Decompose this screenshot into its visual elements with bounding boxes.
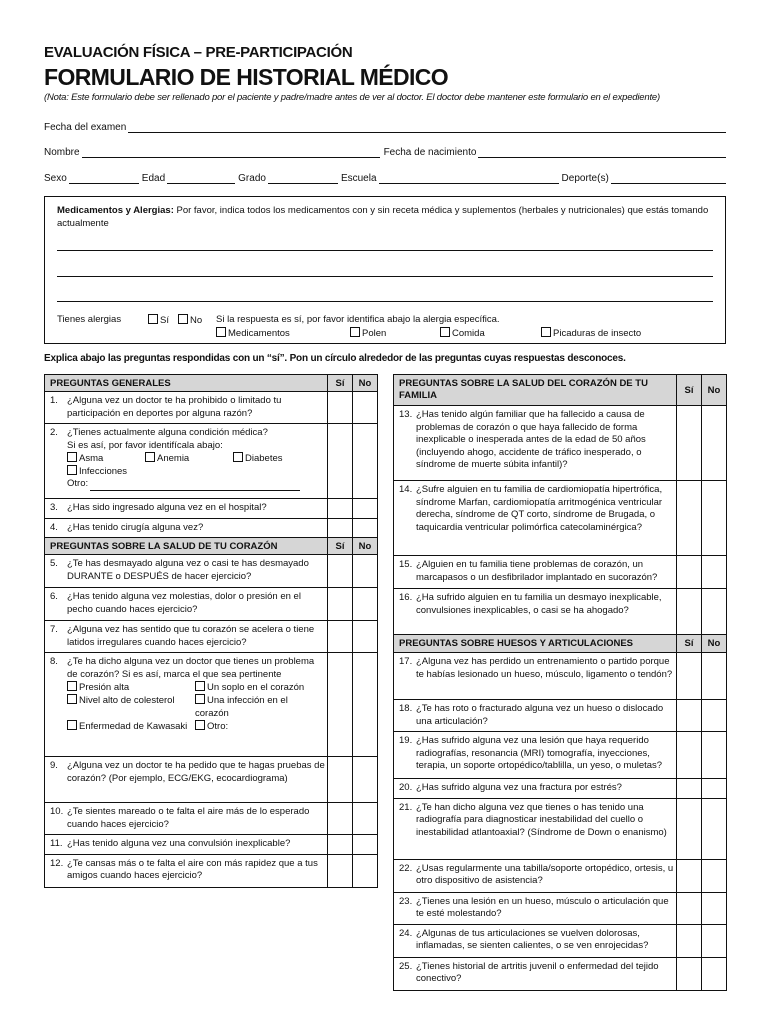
question-text: ¿Has tenido algún familiar que ha fallecido a causa de problemas de corazón o que haya fallecido de forma inexplicable o inesperada antes de la edad de 50 años (incluyendo ahogo, accidente de tráfico inesperado, o síndrome de muerte súbita infantil)?: [416, 409, 646, 470]
question-text: ¿Te cansas más o te falta el aire con más rapidez que a tus amigos cuando haces ejercicio?: [67, 857, 318, 881]
no-answer-cell[interactable]: [353, 555, 378, 588]
question-row: 24. ¿Algunas de tus articulaciones se vuelven dolorosas, inflamadas, se sienten calientes, o se ven enrojecidas?: [394, 924, 727, 957]
school-field[interactable]: [379, 174, 559, 184]
question-hint: Si es así, por favor identifícala abajo:: [67, 439, 223, 451]
checkbox[interactable]: [67, 465, 77, 475]
name-row: [44, 144, 726, 158]
question-text: ¿Tienes una lesión en un hueso, músculo o articulación que te esté molestando?: [416, 895, 669, 919]
question-row: 19. ¿Has sufrido alguna vez una lesión que haya requerido radiografías, resonancia (MRI) tomografía, inyecciones, terapia, un soporte ortopédico/tablilla, un yeso, o muletas?: [394, 732, 727, 779]
yes-answer-cell[interactable]: [677, 924, 702, 957]
option-text: Infecciones: [79, 466, 128, 477]
no-answer-cell[interactable]: [353, 835, 378, 855]
left-questions-table: [44, 374, 378, 888]
question-row: 4. ¿Has tenido cirugía alguna vez?: [45, 518, 378, 538]
question-text: ¿Has sufrido alguna vez una lesión que haya requerido radiografías, resonancia (MRI) tomografía, inyecciones, terapia, un soporte ortopédico/tablilla, un yeso, o muletas?: [416, 735, 663, 771]
yes-answer-cell[interactable]: [677, 859, 702, 892]
question-row: 22. ¿Usas regularmente una tabilla/soporte ortopédico, ortesis, u otro dispositivo de asistencia?: [394, 859, 727, 892]
question-text: ¿Tienes actualmente alguna condición médica?: [67, 427, 268, 438]
option-text: Una infección en el corazón: [195, 695, 288, 719]
question-text: ¿Sufre alguien en tu familia de cardiomiopatía hipertrófica, síndrome Marfan, cardiomiopatía arritmogénica ventricular derecha, síndrome de QT corto, síndrome de Brugada, o taquicardia ventricular polimórfica catecolaminérgica?: [416, 484, 663, 533]
no-answer-cell[interactable]: [702, 798, 727, 859]
section-header-general: PREGUNTAS GENERALES: [45, 375, 328, 392]
no-answer-cell[interactable]: [353, 621, 378, 653]
allergy-option-medications[interactable]: [216, 327, 290, 339]
question-text: ¿Algunas de tus articulaciones se vuelven dolorosas, inflamadas, se sienten calientes, o se ven enrojecidas?: [416, 927, 649, 951]
yes-answer-cell[interactable]: [677, 798, 702, 859]
question-row: 13. ¿Has tenido algún familiar que ha fallecido a causa de problemas de corazón o que haya fallecido de forma inexplicable o inesperada antes de la edad de 50 años (incluyendo ahogo, accidente de tráfico inesperado, o síndrome de muerte súbita infantil)?: [394, 406, 727, 481]
checkbox[interactable]: [67, 720, 77, 730]
question-text: ¿Alguna vez un doctor te ha pedido que te hagas pruebas de corazón? (Por ejemplo, ECG/EKG, ecocardiograma): [67, 760, 325, 784]
question-row: 10. ¿Te sientes mareado o te falta el aire más de lo esperado cuando haces ejercicio?: [45, 803, 378, 835]
no-column-header: No: [702, 635, 727, 653]
allergies-no-text: No: [190, 315, 203, 326]
question-row: 5. ¿Te has desmayado alguna vez o casi te has desmayado DURANTE o DESPUÉS de hacer ejercicio?: [45, 555, 378, 588]
checkbox[interactable]: [67, 452, 77, 462]
option-text: Picaduras de insecto: [553, 328, 642, 339]
no-answer-cell[interactable]: [353, 518, 378, 538]
question-row: 21. ¿Te han dicho alguna vez que tienes o has tenido una radiografía para diagnosticar inestabilidad del cuello o inestabilidad atlantoaxial? (Síndrome de Down o enanismo): [394, 798, 727, 859]
question-text: ¿Has sido ingresado alguna vez en el hospital?: [67, 502, 267, 513]
option-text: Un soplo en el corazón: [207, 682, 305, 693]
yes-answer-cell[interactable]: [677, 779, 702, 799]
option-text: Anemia: [157, 453, 190, 464]
question-text: ¿Has sufrido alguna vez una fractura por estrés?: [416, 782, 622, 793]
no-answer-cell[interactable]: [353, 653, 378, 757]
question-text: ¿Alguna vez un doctor te ha prohibido o limitado tu participación en deportes por alguna razón?: [67, 395, 282, 419]
right-questions-table: [393, 374, 727, 991]
question-row: 18. ¿Te has roto o fracturado alguna vez un hueso o dislocado una articulación?: [394, 700, 727, 732]
yes-answer-cell[interactable]: [328, 803, 353, 835]
sports-field[interactable]: [611, 174, 726, 184]
no-answer-cell[interactable]: [702, 957, 727, 990]
medications-line[interactable]: [57, 301, 713, 302]
checkbox[interactable]: [233, 452, 243, 462]
exam-date-row: [44, 119, 726, 133]
sex-field[interactable]: [69, 174, 139, 184]
question-row: 17. ¿Alguna vez has perdido un entrenamiento o partido porque te habías lesionado un hueso, músculo, ligamento o tendón?: [394, 653, 727, 700]
yes-answer-cell[interactable]: [328, 653, 353, 757]
heart-condition-options: [67, 681, 325, 733]
birth-date-field[interactable]: [478, 148, 726, 158]
details-row: [44, 170, 726, 184]
option-text: Comida: [452, 328, 485, 339]
yes-answer-cell[interactable]: [328, 555, 353, 588]
allergy-option-pollen[interactable]: [350, 327, 386, 339]
no-answer-cell[interactable]: [702, 556, 727, 589]
yes-column-header: Sí: [328, 375, 353, 392]
no-answer-cell[interactable]: [702, 779, 727, 799]
form-subtitle: EVALUACIÓN FÍSICA – PRE-PARTICIPACIÓN: [44, 44, 353, 61]
question-row: 25. ¿Tienes historial de artritis juvenil o enfermedad del tejido conectivo?: [394, 957, 727, 990]
condition-option[interactable]: [67, 452, 145, 465]
checkbox[interactable]: [67, 694, 77, 704]
question-row: 11. ¿Has tenido alguna vez una convulsión inexplicable?: [45, 835, 378, 855]
sports-label: Deporte(s): [561, 173, 609, 184]
question-text: ¿Tienes historial de artritis juvenil o enfermedad del tejido conectivo?: [416, 960, 659, 984]
no-column-header: No: [353, 375, 378, 392]
option-text: Polen: [362, 328, 387, 339]
no-answer-cell[interactable]: [702, 859, 727, 892]
no-answer-cell[interactable]: [353, 757, 378, 803]
yes-answer-cell[interactable]: [328, 621, 353, 653]
school-label: Escuela: [340, 173, 377, 184]
question-text: ¿Alguna vez has perdido un entrenamiento o partido porque te habías lesionado un hueso, músculo, ligamento o tendón?: [416, 656, 673, 680]
yes-column-header: Sí: [328, 538, 353, 555]
allergies-yes-checkbox[interactable]: [148, 314, 158, 324]
option-text: Nivel alto de colesterol: [79, 695, 175, 706]
no-answer-cell[interactable]: [702, 653, 727, 700]
yes-answer-cell[interactable]: [677, 589, 702, 635]
instructions: Explica abajo las preguntas respondidas con un “sí”. Pon un círculo alrededor de las preguntas cuyas respuestas desconoces.: [44, 353, 626, 364]
heart-option[interactable]: [67, 720, 195, 733]
question-text: ¿Alguien en tu familia tiene problemas de corazón, un marcapasos o un desfibrilador implantado en sucorazón?: [416, 559, 658, 583]
no-answer-cell[interactable]: [702, 700, 727, 732]
age-label: Edad: [141, 173, 166, 184]
no-answer-cell[interactable]: [702, 406, 727, 481]
no-answer-cell[interactable]: [702, 732, 727, 779]
checkbox[interactable]: [195, 694, 205, 704]
medications-label: Medicamentos y Alergias:: [57, 205, 174, 216]
allergies-yes-text: Sí: [160, 315, 169, 326]
form-title: FORMULARIO DE HISTORIAL MÉDICO: [44, 64, 449, 90]
condition-option[interactable]: [145, 452, 233, 465]
question-row: 7. ¿Alguna vez has sentido que tu corazón se acelera o tiene latidos irregulares cuando haces ejercicio?: [45, 621, 378, 653]
conditions-options: [67, 452, 325, 478]
allergy-option-insect-stings[interactable]: [541, 327, 641, 339]
medications-line[interactable]: [57, 276, 713, 277]
other-field[interactable]: [90, 480, 300, 491]
yes-answer-cell[interactable]: [677, 700, 702, 732]
medications-text: [57, 204, 717, 230]
allergies-instruction: Si la respuesta es sí, por favor identifica abajo la alergia específica.: [216, 314, 500, 325]
form-note: (Nota: Este formulario debe ser rellenado por el paciente y padre/madre antes de ver al doctor. El doctor debe mantener este formulario en el expediente): [44, 92, 660, 103]
yes-answer-cell[interactable]: [328, 499, 353, 519]
yes-answer-cell[interactable]: [677, 732, 702, 779]
other-label: Otro:: [67, 478, 89, 489]
yes-answer-cell[interactable]: [328, 392, 353, 424]
grade-field[interactable]: [268, 174, 338, 184]
question-text: ¿Te ha dicho alguna vez un doctor que tienes un problema de corazón? Si es así, marca el que sea pertinente: [67, 656, 315, 680]
no-answer-cell[interactable]: [353, 854, 378, 887]
question-text: ¿Has tenido alguna vez una convulsión inexplicable?: [67, 838, 291, 849]
no-answer-cell[interactable]: [702, 924, 727, 957]
option-text: Medicamentos: [228, 328, 290, 339]
yes-answer-cell[interactable]: [677, 481, 702, 556]
option-text: Presión alta: [79, 682, 130, 693]
sex-label: Sexo: [44, 173, 67, 184]
yes-answer-cell[interactable]: [328, 518, 353, 538]
condition-option[interactable]: [67, 465, 145, 478]
section-header-bones: PREGUNTAS SOBRE HUESOS Y ARTICULACIONES: [394, 635, 677, 653]
no-answer-cell[interactable]: [353, 803, 378, 835]
checkbox[interactable]: [440, 327, 450, 337]
question-text: ¿Te has roto o fracturado alguna vez un hueso o dislocado una articulación?: [416, 703, 664, 727]
yes-answer-cell[interactable]: [328, 424, 353, 499]
checkbox[interactable]: [195, 681, 205, 691]
question-text: ¿Has tenido alguna vez molestias, dolor o presión en el pecho cuando haces ejercicio?: [67, 591, 301, 615]
allergy-option-food[interactable]: [440, 327, 485, 339]
question-row: 3. ¿Has sido ingresado alguna vez en el hospital?: [45, 499, 378, 519]
medications-line[interactable]: [57, 250, 713, 251]
question-text: ¿Has tenido cirugía alguna vez?: [67, 521, 204, 533]
question-row: 20. ¿Has sufrido alguna vez una fractura por estrés?: [394, 779, 727, 799]
heart-option[interactable]: [67, 694, 195, 720]
yes-column-header: Sí: [677, 635, 702, 653]
yes-column-header: Sí: [677, 375, 702, 406]
question-row: 8. ¿Te ha dicho alguna vez un doctor que tienes un problema de corazón? Si es así, marca el que sea pertinente Presión alta Un soplo en el corazón Nivel alto de colesterol Una infección en el corazón Enfermedad de Kawasaki Otro:: [45, 653, 378, 757]
checkbox[interactable]: [541, 327, 551, 337]
no-answer-cell[interactable]: [353, 499, 378, 519]
condition-option[interactable]: [233, 452, 313, 465]
checkbox[interactable]: [145, 452, 155, 462]
question-row: 9. ¿Alguna vez un doctor te ha pedido que te hagas pruebas de corazón? (Por ejemplo, ECG/EKG, ecocardiograma): [45, 757, 378, 803]
question-text: ¿Te han dicho alguna vez que tienes o has tenido una radiografía para diagnosticar inestabilidad del cuello o inestabilidad atlantoaxial? (Síndrome de Down o enanismo): [416, 801, 667, 838]
question-row: 16. ¿Ha sufrido alguien en tu familia un desmayo inexplicable, convulsiones inexplicables, o casi se ha ahogado?: [394, 589, 727, 635]
question-row: 12. ¿Te cansas más o te falta el aire con más rapidez que a tus amigos cuando haces ejercicio?: [45, 854, 378, 887]
option-text: Diabetes: [245, 453, 283, 464]
question-text: ¿Te has desmayado alguna vez o casi te has desmayado DURANTE o DESPUÉS de hacer ejercicio?: [67, 558, 309, 582]
section-header-heart: PREGUNTAS SOBRE LA SALUD DE TU CORAZÓN: [45, 538, 328, 555]
checkbox[interactable]: [195, 720, 205, 730]
no-answer-cell[interactable]: [353, 392, 378, 424]
no-answer-cell[interactable]: [702, 481, 727, 556]
question-text: ¿Te sientes mareado o te falta el aire más de lo esperado cuando haces ejercicio?: [67, 806, 310, 830]
allergies-yes-option[interactable]: [148, 314, 169, 326]
option-text: Otro:: [207, 721, 229, 732]
exam-date-label: Fecha del examen: [44, 122, 127, 133]
question-row: 1. ¿Alguna vez un doctor te ha prohibido o limitado tu participación en deportes por alguna razón?: [45, 392, 378, 424]
yes-answer-cell[interactable]: [677, 892, 702, 924]
question-row: 14. ¿Sufre alguien en tu familia de cardiomiopatía hipertrófica, síndrome Marfan, cardiomiopatía arritmogénica ventricular derecha, síndrome de QT corto, síndrome de Brugada, o taquicardia ventricular polimórfica catecolaminérgica?: [394, 481, 727, 556]
checkbox[interactable]: [350, 327, 360, 337]
yes-answer-cell[interactable]: [328, 588, 353, 621]
name-label: Nombre: [44, 147, 80, 158]
exam-date-field[interactable]: [128, 123, 726, 133]
option-text: Asma: [79, 453, 104, 464]
yes-answer-cell[interactable]: [677, 653, 702, 700]
name-field[interactable]: [82, 148, 380, 158]
yes-answer-cell[interactable]: [677, 406, 702, 481]
grade-label: Grado: [238, 173, 266, 184]
heart-option[interactable]: [195, 681, 313, 694]
question-row: 2. ¿Tienes actualmente alguna condición médica? Si es así, por favor identifícala abajo: Asma Anemia Diabetes Infecciones Otro:: [45, 424, 378, 499]
heart-option[interactable]: [195, 694, 313, 720]
section-header-family: PREGUNTAS SOBRE LA SALUD DEL CORAZÓN DE TU FAMILIA: [394, 375, 677, 406]
age-field[interactable]: [167, 174, 235, 184]
yes-answer-cell[interactable]: [328, 854, 353, 887]
yes-answer-cell[interactable]: [677, 556, 702, 589]
question-row: 6. ¿Has tenido alguna vez molestias, dolor o presión en el pecho cuando haces ejercicio?: [45, 588, 378, 621]
birth-date-label: Fecha de nacimiento: [383, 147, 477, 158]
heart-option[interactable]: [67, 681, 195, 694]
allergies-no-option[interactable]: [178, 314, 202, 326]
heart-option[interactable]: [195, 720, 313, 733]
no-column-header: No: [702, 375, 727, 406]
allergies-label: Tienes alergias: [57, 314, 122, 325]
no-answer-cell[interactable]: [702, 589, 727, 635]
option-text: Enfermedad de Kawasaki: [79, 721, 188, 732]
checkbox[interactable]: [67, 681, 77, 691]
allergies-no-checkbox[interactable]: [178, 314, 188, 324]
yes-answer-cell[interactable]: [328, 757, 353, 803]
no-column-header: No: [353, 538, 378, 555]
no-answer-cell[interactable]: [702, 892, 727, 924]
checkbox[interactable]: [216, 327, 226, 337]
question-text: ¿Alguna vez has sentido que tu corazón se acelera o tiene latidos irregulares cuando haces ejercicio?: [67, 624, 315, 648]
question-text: ¿Ha sufrido alguien en tu familia un desmayo inexplicable, convulsiones inexplicables, o casi se ha ahogado?: [416, 592, 662, 616]
yes-answer-cell[interactable]: [677, 957, 702, 990]
no-answer-cell[interactable]: [353, 424, 378, 499]
medications-instructions: Por favor, indica todos los medicamentos con y sin receta médica y suplementos (herbales y nutricionales) que estás tomando actualmente: [57, 205, 709, 229]
question-row: 15. ¿Alguien en tu familia tiene problemas de corazón, un marcapasos o un desfibrilador implantado en sucorazón?: [394, 556, 727, 589]
question-text: ¿Usas regularmente una tabilla/soporte ortopédico, ortesis, u otro dispositivo de asistencia?: [416, 862, 674, 886]
question-row: 23. ¿Tienes una lesión en un hueso, músculo o articulación que te esté molestando?: [394, 892, 727, 924]
yes-answer-cell[interactable]: [328, 835, 353, 855]
no-answer-cell[interactable]: [353, 588, 378, 621]
